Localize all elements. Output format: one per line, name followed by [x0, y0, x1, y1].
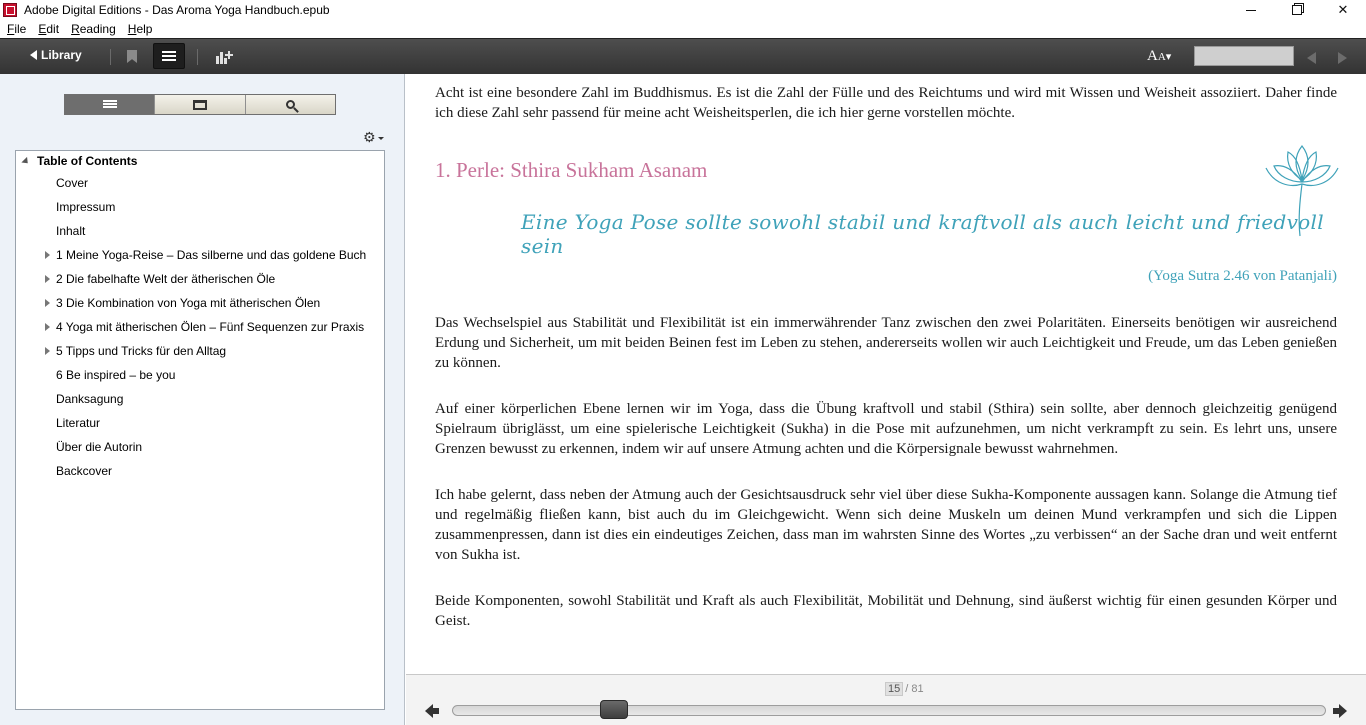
maximize-button[interactable] — [1274, 0, 1320, 20]
bookmark-icon[interactable] — [127, 50, 137, 63]
menu-edit[interactable]: Edit — [38, 22, 60, 36]
tab-search[interactable] — [246, 95, 335, 114]
toolbar-divider — [110, 49, 111, 65]
toc-item-label: 5 Tipps und Tricks für den Alltag — [56, 344, 227, 358]
toc-header-label: Table of Contents — [37, 154, 138, 168]
next-page-arrow-icon[interactable] — [1332, 703, 1348, 719]
toc-item[interactable] — [16, 224, 384, 248]
toc-item-label: Literatur — [56, 416, 101, 430]
toc-item[interactable] — [16, 440, 384, 464]
library-label: Library — [41, 48, 82, 62]
window-title: Adobe Digital Editions - Das Aroma Yoga Handbuch.epub — [24, 3, 330, 17]
toc-item[interactable] — [16, 296, 384, 320]
expand-arrow-icon[interactable] — [45, 323, 50, 331]
total-pages: / 81 — [905, 683, 924, 695]
arrow-left-icon[interactable] — [1307, 52, 1316, 64]
toc-item[interactable] — [16, 416, 384, 440]
notes-icon — [193, 100, 207, 110]
adobe-digital-editions-icon — [3, 3, 17, 17]
toc-item-label: Danksagung — [56, 392, 124, 406]
toc-item-label: 3 Die Kombination von Yoga mit ätherischen Ölen — [56, 296, 321, 310]
paragraph-3: Ich habe gelernt, dass neben der Atmung auch der Gesichtsausdruck sehr viel über diese Sukha-Komponente aussagen kann. Solange die Atmung tief und regelmäßig fließen kann, bist auch du im Gleichgewicht. Wenn sich deine Muskeln um deinen Mund verkrampfen und sich die Lippen zusammenpressen, dann ist dies ein eindeutiges Zeichen, dass man im wahrsten Sinne des Wortes „zu verbissen“ an der Sache dran und weit entfernt von Sukha ist. — [435, 487, 1337, 563]
page-indicator — [885, 682, 924, 696]
font-size-large-letter: A — [1147, 48, 1158, 64]
expand-arrow-icon[interactable] — [45, 275, 50, 283]
toc-item[interactable] — [16, 320, 384, 344]
back-arrow-icon — [30, 50, 37, 60]
toc-list — [16, 176, 384, 488]
toc-item[interactable] — [16, 200, 384, 224]
toc-item-label: 4 Yoga mit ätherischen Ölen – Fünf Sequenzen zur Praxis — [56, 320, 365, 334]
page-slider-thumb[interactable] — [600, 700, 628, 719]
toc-item-label: 1 Meine Yoga-Reise – Das silberne und das goldene Buch — [56, 248, 367, 262]
tab-bookmarks[interactable] — [155, 95, 245, 114]
library-button[interactable] — [30, 48, 82, 62]
sidebar-tab-group — [64, 94, 336, 115]
window-controls — [1228, 0, 1366, 20]
page-navigation-bar — [406, 674, 1366, 725]
sidebar — [0, 74, 405, 725]
menu-file[interactable]: File — [7, 22, 27, 36]
toc-item[interactable] — [16, 272, 384, 296]
toc-item-label: Impressum — [56, 200, 116, 214]
toc-item-label: 6 Be inspired – be you — [56, 368, 176, 382]
toc-item[interactable] — [16, 176, 384, 200]
minimize-button[interactable] — [1228, 0, 1274, 20]
page-number-input[interactable] — [1194, 46, 1294, 66]
stats-icon[interactable] — [214, 48, 234, 66]
quote-source: (Yoga Sutra 2.46 von Patanjali) — [1148, 268, 1337, 284]
quote-text: Eine Yoga Pose sollte sowohl stabil und kraftvoll als auch leicht und friedvoll sein — [521, 210, 1324, 258]
toolbar — [0, 38, 1366, 74]
toc-header[interactable] — [22, 154, 137, 168]
toc-panel — [15, 150, 385, 710]
paragraph-4: Beide Komponenten, sowohl Stabilität und Kraft als auch Flexibilität, Mobilität und Dehnung, sind äußerst wichtig für einen gesunden Körper und Geist. — [435, 593, 1337, 629]
toc-item-label: Inhalt — [56, 224, 86, 238]
toc-item-label: 2 Die fabelhafte Welt der ätherischen Öle — [56, 272, 276, 286]
previous-page-arrow-icon[interactable] — [424, 703, 440, 719]
menu-bar — [0, 20, 1366, 38]
gear-icon[interactable]: ⚙ — [363, 129, 376, 145]
reader-pane — [406, 74, 1366, 674]
intro-paragraph: Acht ist eine besondere Zahl im Buddhismus. Es ist die Zahl der Fülle und des Reichtums und wird mit Wissen und Weisheit assoziiert. Daher finde ich diese Zahl sehr passend für meine acht Weisheitsperlen, die ich hier gerne vorstellen möchte. — [435, 85, 1337, 121]
arrow-right-icon[interactable] — [1338, 52, 1347, 64]
tab-table-of-contents[interactable] — [65, 95, 155, 114]
toc-list-icon — [103, 100, 117, 109]
toc-item-label: Cover — [56, 176, 89, 190]
close-button[interactable]: ✕ — [1337, 2, 1349, 17]
title-bar — [0, 0, 1366, 20]
chevron-down-icon: ▾ — [1165, 51, 1172, 63]
menu-help[interactable]: Help — [127, 22, 153, 36]
toolbar-divider — [197, 49, 198, 65]
toc-item[interactable] — [16, 464, 384, 488]
current-page[interactable]: 15 — [885, 682, 903, 696]
toc-toggle-button[interactable] — [153, 43, 185, 69]
expand-arrow-icon[interactable] — [45, 251, 50, 259]
toc-item-label: Über die Autorin — [56, 440, 143, 454]
toc-item-label: Backcover — [56, 464, 113, 478]
font-size-small-letter: A — [1157, 51, 1166, 63]
expand-arrow-icon[interactable] — [45, 299, 50, 307]
font-size-icon[interactable] — [1147, 48, 1171, 65]
toc-item[interactable] — [16, 368, 384, 392]
search-icon — [286, 100, 295, 109]
expand-arrow-icon[interactable] — [45, 347, 50, 355]
toc-item[interactable] — [16, 248, 384, 272]
paragraph-1: Das Wechselspiel aus Stabilität und Flexibilität ist ein immerwährender Tanz zwischen den zwei Polaritäten. Einerseits benötigen wir ausreichend Erdung und Sicherheit, um mit beiden Beinen fest im Leben zu stehen, andererseits wollen wir auch Leichtigkeit und Freude, um das Leben genießen zu können. — [435, 315, 1337, 371]
toc-item[interactable] — [16, 392, 384, 416]
chapter-title: 1. Perle: Sthira Sukham Asanam — [435, 158, 708, 182]
menu-reading[interactable]: Reading — [71, 22, 116, 36]
page-slider-track[interactable] — [452, 705, 1326, 716]
expand-icon — [21, 156, 30, 165]
toc-item[interactable] — [16, 344, 384, 368]
paragraph-2: Auf einer körperlichen Ebene lernen wir im Yoga, dass die Übung kraftvoll und stabil (Sthira) sein sollte, aber dennoch gleichzeitig genügend Spielraum übriglässt, um eine spielerische Leichtigkeit (Sukha) in die Pose mit aufzunehmen, um nicht verkrampft zu sein. Es lehrt uns, unsere Grenzen bewusst zu erkennen, indem wir auf unsere Atmung achten und die Körpersignale bewusst wahrnehmen. — [435, 401, 1337, 457]
list-icon — [162, 51, 176, 61]
